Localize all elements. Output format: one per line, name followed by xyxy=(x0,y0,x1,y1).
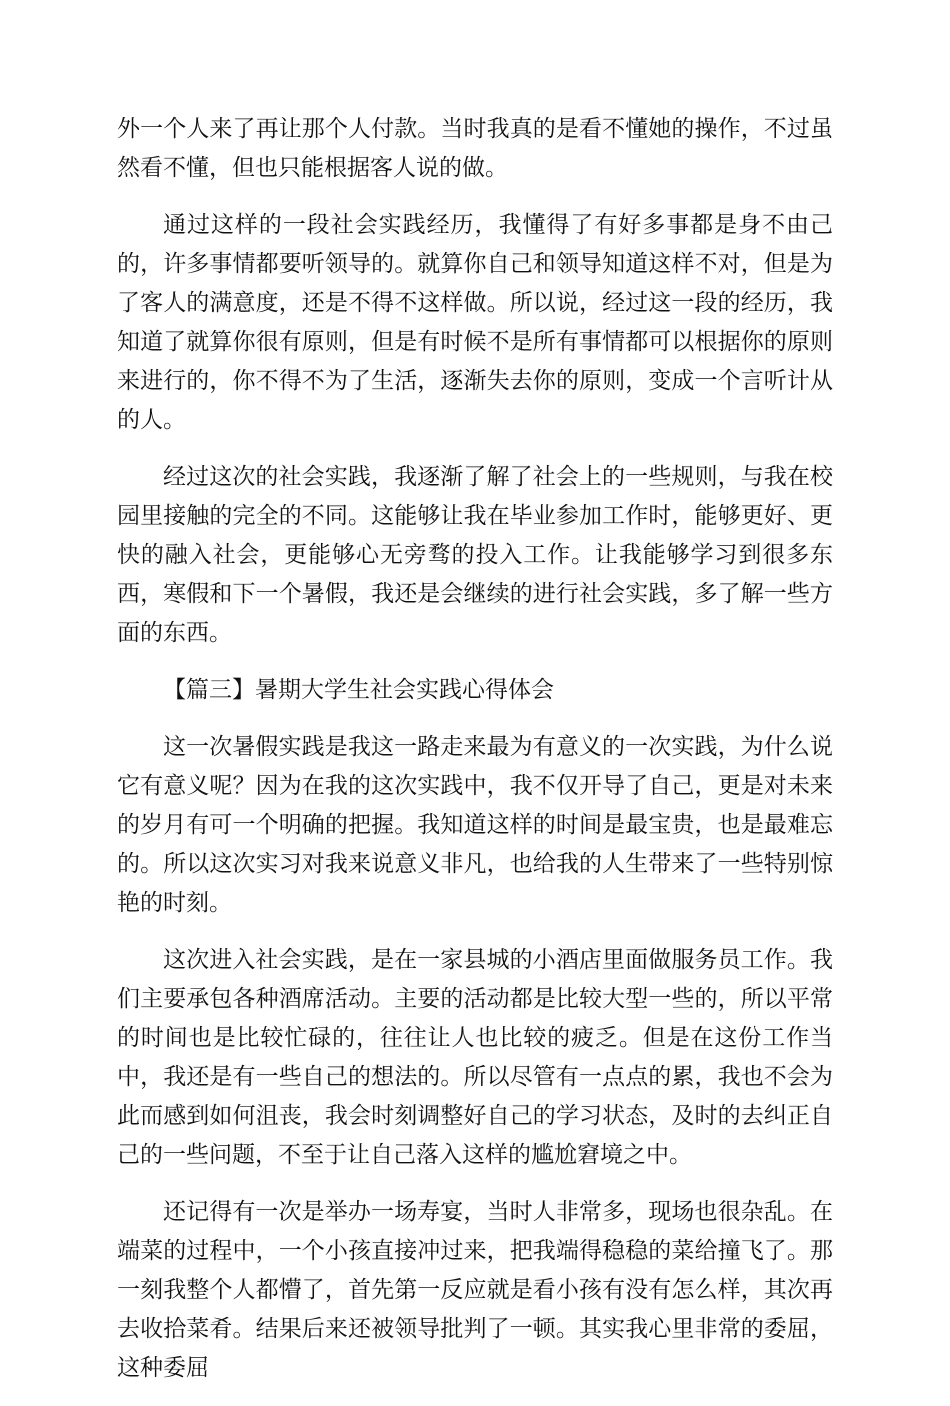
document-body xyxy=(117,110,833,1406)
section-heading: 【篇三】暑期大学生社会实践心得体会 xyxy=(163,677,554,703)
paragraph-continuation: 外一个人来了再让那个人付款。当时我真的是看不懂她的操作，不过虽然看不懂，但也只能根据客人说的做。 xyxy=(117,116,833,181)
paragraph-experience: 通过这样的一段社会实践经历，我懂得了有好多事都是身不由己的，许多事情都要听领导的。就算你自己和领导知道这样不对，但是为了客人的满意度，还是不得不这样做。所以说，经过这一段的经历，我知道了就算你很有原则，但是有时候不是所有事情都可以根据你的原则来进行的，你不得不为了生活，逐渐失去你的原则，变成一个言听计从的人。 xyxy=(117,212,833,433)
paragraph-birthday-banquet: 还记得有一次是举办一场寿宴，当时人非常多，现场也很杂乱。在端菜的过程中，一个小孩直接冲过来，把我端得稳稳的菜给撞飞了。那一刻我整个人都懵了，首先第一反应就是看小孩有没有怎么样，其次再去收拾菜肴。结果后来还被领导批判了一顿。其实我心里非常的委屈，这种委屈 xyxy=(117,1199,833,1381)
paragraph-rules: 经过这次的社会实践，我逐渐了解了社会上的一些规则，与我在校园里接触的完全的不同。这能够让我在毕业参加工作时，能够更好、更快的融入社会，更能够心无旁骛的投入工作。让我能够学习到很多东西，寒假和下一个暑假，我还是会继续的进行社会实践，多了解一些方面的东西。 xyxy=(117,464,833,646)
paragraph-hotel-work: 这次进入社会实践，是在一家县城的小酒店里面做服务员工作。我们主要承包各种酒席活动。主要的活动都是比较大型一些的，所以平常的时间也是比较忙碌的，往往让人也比较的疲乏。但是在这份工作当中，我还是有一些自己的想法的。所以尽管有一点点的累，我也不会为此而感到如何沮丧，我会时刻调整好自己的学习状态，及时的去纠正自己的一些问题，不至于让自己落入这样的尴尬窘境之中。 xyxy=(117,947,833,1168)
paragraph-meaning: 这一次暑假实践是我这一路走来最为有意义的一次实践，为什么说它有意义呢？因为在我的这次实践中，我不仅开导了自己，更是对未来的岁月有可一个明确的把握。我知道这样的时间是最宝贵，也是最难忘的。所以这次实习对我来说意义非凡，也给我的人生带来了一些特别惊艳的时刻。 xyxy=(117,734,833,916)
